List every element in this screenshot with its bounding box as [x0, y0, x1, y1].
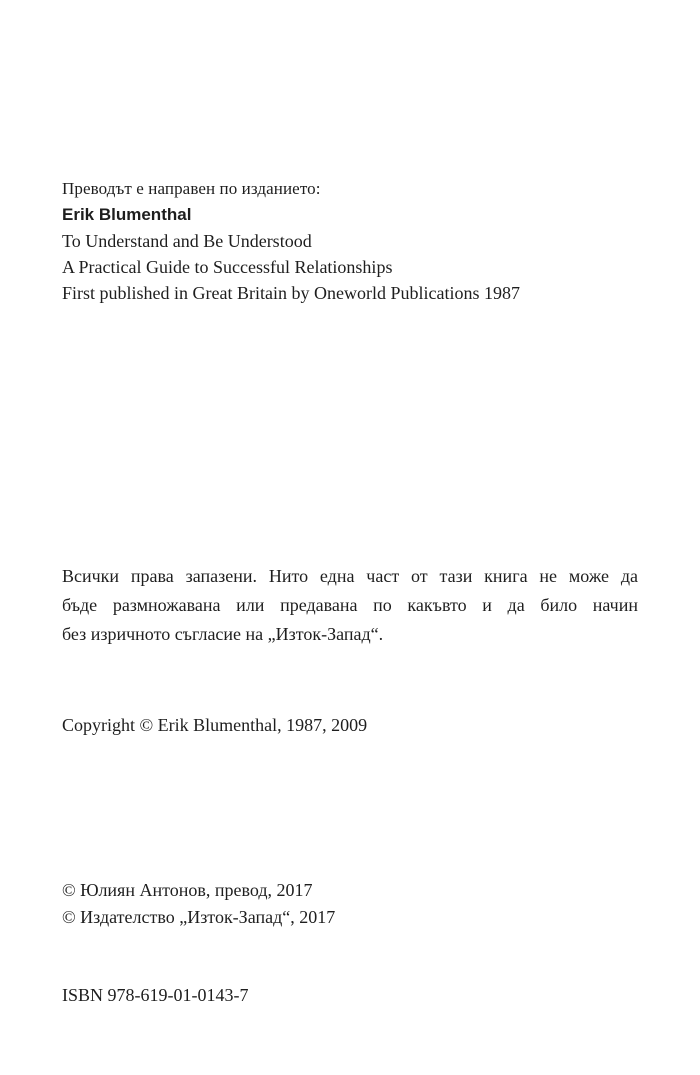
copyright-notice	[62, 712, 638, 738]
isbn-block	[62, 982, 638, 1008]
original-edition-block	[62, 176, 638, 306]
original-publication-note: First published in Great Britain by Oneworld Publications 1987	[62, 283, 520, 303]
rights-line-2: бъде размножавана или предавана по какъвто и да било начин	[62, 595, 638, 615]
original-title: To Understand and Be Understood	[62, 231, 312, 251]
original-subtitle: A Practical Guide to Successful Relationships	[62, 257, 393, 277]
publisher-credit: © Издателство „Изток-Запад“, 2017	[62, 907, 336, 927]
credits-block	[62, 877, 638, 931]
rights-line-3: без изричното съгласие на „Изток-Запад“.	[62, 624, 384, 644]
translation-source-intro: Преводът е направен по изданието:	[62, 179, 321, 198]
rights-line-1: Всички права запазени. Нито една част от тази книга не може да	[62, 566, 638, 586]
original-author: Erik Blumenthal	[62, 205, 192, 224]
rights-notice	[62, 562, 638, 649]
translation-credit: © Юлиян Антонов, превод, 2017	[62, 880, 313, 900]
copyright-line: Copyright © Erik Blumenthal, 1987, 2009	[62, 715, 368, 735]
isbn-number: ISBN 978-619-01-0143-7	[62, 985, 249, 1005]
